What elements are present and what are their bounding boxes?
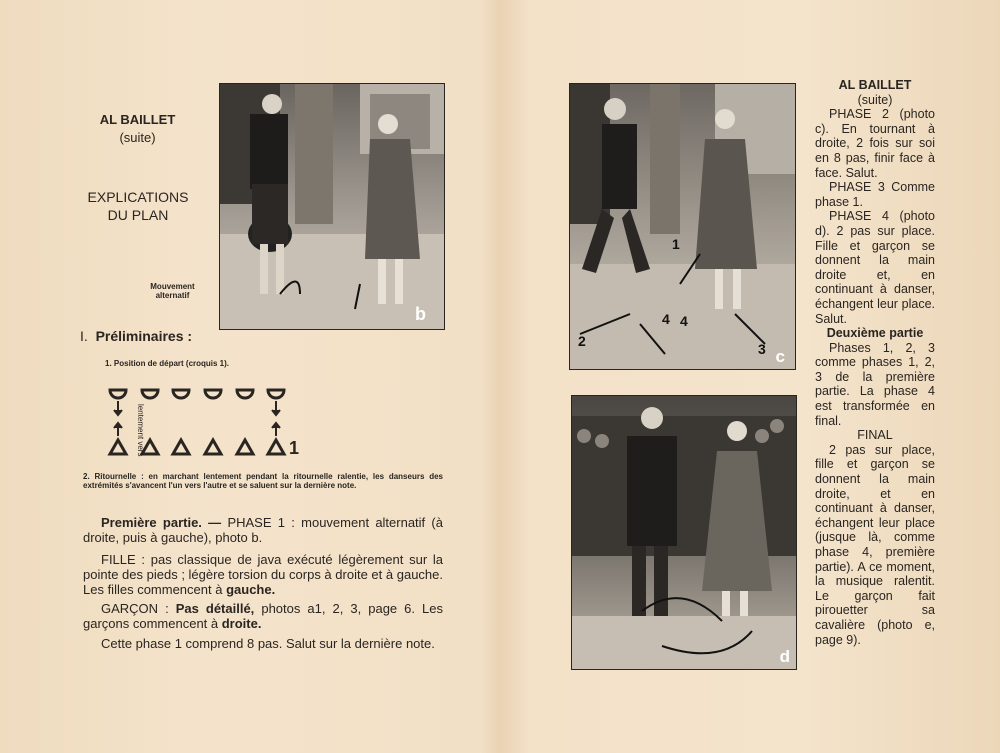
right-title: AL BAILLET xyxy=(838,78,912,92)
final-text: 2 pas sur place, fille et garçon se donnent la main droite, et en continuant à danser, échangent leur place (jusque là, comme phase 4, première partie). A ce moment, la musique ralentit. Le garçon fait pirouetter sa cavalière (photo e, page 9). xyxy=(815,442,935,647)
section-heading: I. Préliminaires : xyxy=(80,328,193,344)
photo-b-label: b xyxy=(415,304,426,324)
phase3-text: PHASE 3 Comme phase 1. xyxy=(815,180,935,209)
phase4-text: PHASE 4 (photo d). 2 pas sur place. Fille et garçon se donnent la main droite et, en continuant à danser, échangent leur place. Salut. xyxy=(815,209,935,326)
premiere-partie-block: Première partie. — PHASE 1 : mouvement alternatif (à droite, puis à gauche), photo b. xyxy=(83,515,443,545)
photo-c xyxy=(569,83,796,370)
position-depart: 1. Position de départ (croquis 1). xyxy=(105,359,230,368)
croquis-diagram xyxy=(105,384,315,459)
right-text-column xyxy=(815,78,935,647)
left-subtitle: (suite) xyxy=(119,130,156,145)
photo-d xyxy=(571,395,797,670)
photo-d-label: d xyxy=(779,647,790,666)
phase2-text: PHASE 2 (photo c). En tournant à droite, 2 fois sur soi en 8 pas, finir face à face. Salut. xyxy=(815,107,935,180)
final-heading: FINAL xyxy=(857,428,893,443)
diagram-number: 1 xyxy=(289,438,300,458)
mouvement-caption: Mouvement alternatif xyxy=(150,282,195,300)
fille-block: FILLE : pas classique de java exécuté légèrement sur la pointe des pieds ; légère torsion du corps à droite et à gauche. Les filles commencent à gauche. xyxy=(83,552,443,597)
deuxieme-partie-heading: Deuxième partie xyxy=(826,326,924,341)
photo-c-mark-2: 2 xyxy=(578,333,586,349)
phase-summary-block: Cette phase 1 comprend 8 pas. Salut sur la dernière note. xyxy=(101,636,435,651)
diagram-vertical-label: lentement vers le centre xyxy=(136,404,145,459)
photo-c-label: c xyxy=(775,347,785,366)
ritournelle-text: 2. Ritournelle : en marchant lentement pendant la ritournelle ralentie, les danseurs des extrémités s'avancent l'un vers l'autre et se saluent sur la dernière note. xyxy=(83,472,443,490)
photo-b xyxy=(219,83,445,330)
photo-c-mark-4a: 4 xyxy=(662,311,670,327)
garcon-block: GARÇON : Pas détaillé, photos a1, 2, 3, page 6. Les garçons commencent à droite. xyxy=(83,601,444,631)
photo-c-mark-4b: 4 xyxy=(680,313,688,329)
explications-heading: EXPLICATIONS DU PLAN xyxy=(87,189,189,223)
right-subtitle: (suite) xyxy=(857,92,893,107)
photo-c-mark-3: 3 xyxy=(758,341,766,357)
photo-c-mark-1: 1 xyxy=(672,236,680,252)
left-title: AL BAILLET xyxy=(99,112,176,127)
deuxieme-partie-text: Phases 1, 2, 3 comme phases 1, 2, 3 de la première partie. La phase 4 est transformée en final. xyxy=(815,340,935,428)
